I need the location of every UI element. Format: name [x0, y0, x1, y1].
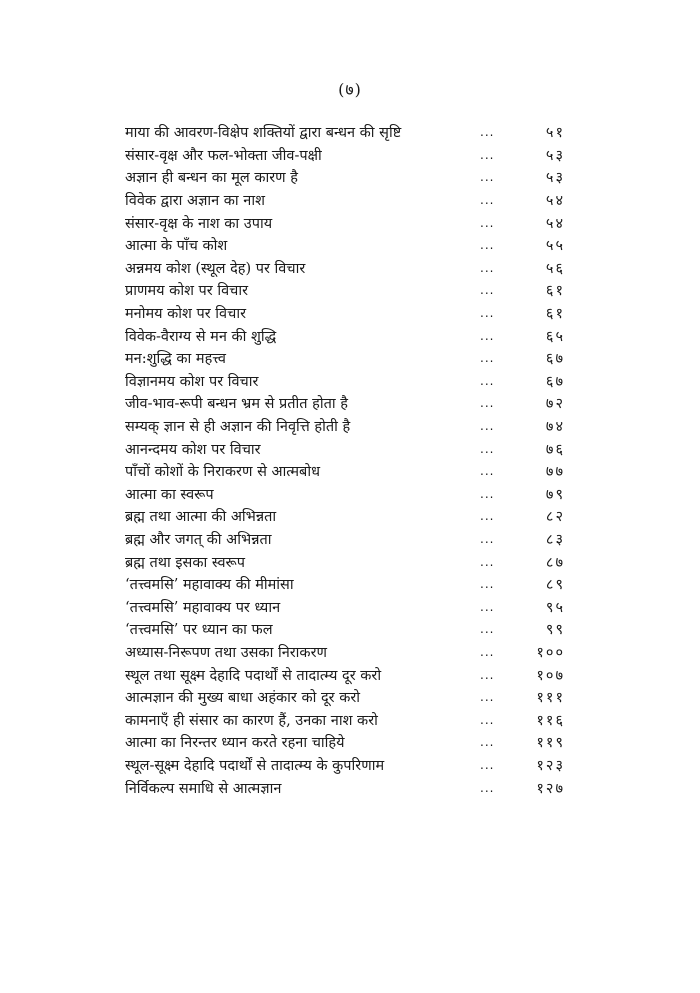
toc-entry-title: अन्नमय कोश (स्थूल देह) पर विचार — [125, 260, 306, 277]
toc-entry — [125, 302, 565, 325]
toc-entry-page: ७६ — [545, 441, 565, 458]
toc-entry-page: ५३ — [545, 170, 565, 187]
toc-entry-page: ७७ — [545, 464, 565, 481]
toc-entry-page: १२७ — [536, 780, 565, 797]
toc-entry-page: १११ — [536, 690, 565, 707]
toc-entry-leader: ... — [480, 170, 495, 185]
toc-entry-page: ७२ — [545, 396, 565, 413]
toc-entry-page: ५४ — [545, 215, 565, 232]
toc-entry — [125, 437, 565, 460]
toc-entry-title: स्थूल तथा सूक्ष्म देहादि पदार्थों से तादात्म्य दूर करो — [125, 667, 382, 684]
toc-entry — [125, 754, 565, 777]
toc-entry — [125, 144, 565, 167]
toc-entry-title: संसार-वृक्ष के नाश का उपाय — [125, 215, 273, 232]
toc-entry — [125, 641, 565, 664]
toc-entry-leader: ... — [480, 464, 495, 479]
toc-entry — [125, 234, 565, 257]
toc-entry-title: स्थूल-सूक्ष्म देहादि पदार्थों से तादात्म्य के कुपरिणाम — [125, 757, 385, 774]
toc-entry-title: आत्मा का स्वरूप — [125, 486, 214, 503]
toc-entry-title: ब्रह्म और जगत् की अभिन्नता — [125, 531, 272, 548]
page-number: (७) — [338, 80, 362, 99]
toc-entry — [125, 324, 565, 347]
toc-entry-leader: ... — [480, 238, 495, 253]
toc-entry-title: ‘तत्त्वमसि’ महावाक्य की मीमांसा — [125, 577, 294, 594]
toc-entry-leader: ... — [480, 125, 495, 140]
toc-entry-title: विवेक द्वारा अज्ञान का नाश — [125, 193, 265, 210]
toc-entry-title: मन:शुद्धि का महत्त्व — [125, 351, 226, 368]
toc-entry-page: १०० — [536, 644, 565, 661]
toc-entry-leader: ... — [480, 599, 495, 614]
toc-entry-leader: ... — [480, 554, 495, 569]
toc-entry-page: ११६ — [536, 712, 565, 729]
toc-entry-leader: ... — [480, 396, 495, 411]
toc-entry-leader: ... — [480, 193, 495, 208]
toc-entry-page: ५५ — [545, 238, 565, 255]
toc-entry-title: निर्विकल्प समाधि से आत्मज्ञान — [125, 780, 282, 797]
toc-entry-leader: ... — [480, 215, 495, 230]
toc-entry-page: ५३ — [545, 147, 565, 164]
toc-entry — [125, 505, 565, 528]
toc-entry-leader: ... — [480, 690, 495, 705]
toc-entry-title: विज्ञानमय कोश पर विचार — [125, 373, 259, 390]
toc-entry-page: ६५ — [545, 328, 565, 345]
toc-entry — [125, 776, 565, 799]
toc-entry-title: आत्मज्ञान की मुख्य बाधा अहंकार को दूर करो — [125, 690, 361, 707]
toc-entry — [125, 189, 565, 212]
toc-entry — [125, 460, 565, 483]
toc-entry-title: सम्यक् ज्ञान से ही अज्ञान की निवृत्ति होती है — [125, 419, 351, 436]
toc-entry-page: ८२ — [545, 509, 565, 526]
toc-entry — [125, 279, 565, 302]
table-of-contents — [125, 121, 565, 799]
toc-entry-title: मनोमय कोश पर विचार — [125, 306, 247, 323]
toc-entry-page: ७४ — [545, 419, 565, 436]
toc-entry-title: ब्रह्म तथा आत्मा की अभिन्नता — [125, 509, 277, 526]
toc-entry — [125, 257, 565, 280]
toc-entry — [125, 392, 565, 415]
toc-entry-title: अज्ञान ही बन्धन का मूल कारण है — [125, 170, 298, 187]
toc-entry — [125, 166, 565, 189]
toc-entry-leader: ... — [480, 306, 495, 321]
toc-entry-page: ६७ — [545, 373, 565, 390]
toc-entry-page: ९९ — [545, 622, 565, 639]
toc-entry — [125, 595, 565, 618]
toc-entry — [125, 663, 565, 686]
toc-entry-title: ‘तत्त्वमसि’ पर ध्यान का फल — [125, 622, 273, 639]
toc-entry-title: संसार-वृक्ष और फल-भोक्ता जीव-पक्षी — [125, 147, 322, 164]
toc-entry-title: कामनाएँ ही संसार का कारण हैं, उनका नाश करो — [125, 712, 378, 729]
toc-entry — [125, 211, 565, 234]
toc-entry-title: आनन्दमय कोश पर विचार — [125, 441, 261, 458]
toc-entry — [125, 528, 565, 551]
toc-entry-leader: ... — [480, 373, 495, 388]
toc-entry-leader: ... — [480, 712, 495, 727]
toc-entry-title: जीव-भाव-रूपी बन्धन भ्रम से प्रतीत होता है — [125, 396, 348, 413]
toc-entry — [125, 550, 565, 573]
toc-entry-leader: ... — [480, 486, 495, 501]
toc-entry-page: ८७ — [545, 554, 565, 571]
toc-entry-leader: ... — [480, 780, 495, 795]
toc-entry-title: विवेक-वैराग्य से मन की शुद्धि — [125, 328, 277, 345]
toc-entry-leader: ... — [480, 644, 495, 659]
toc-entry-leader: ... — [480, 419, 495, 434]
toc-entry-leader: ... — [480, 531, 495, 546]
toc-entry-page: ६१ — [545, 283, 565, 300]
toc-entry-page: ८९ — [545, 577, 565, 594]
toc-entry-leader: ... — [480, 328, 495, 343]
toc-entry-title: अध्यास-निरूपण तथा उसका निराकरण — [125, 644, 327, 661]
toc-entry-leader: ... — [480, 667, 495, 682]
toc-entry-title: प्राणमय कोश पर विचार — [125, 283, 249, 300]
toc-entry-title: ‘तत्त्वमसि’ महावाक्य पर ध्यान — [125, 599, 281, 616]
toc-entry — [125, 618, 565, 641]
toc-entry-page: ६१ — [545, 306, 565, 323]
toc-entry-page: ५१ — [545, 125, 565, 142]
toc-entry — [125, 121, 565, 144]
toc-entry — [125, 731, 565, 754]
toc-entry-title: आत्मा के पाँच कोश — [125, 238, 228, 255]
toc-entry-page: १०७ — [536, 667, 565, 684]
toc-entry-page: ५६ — [545, 260, 565, 277]
toc-entry — [125, 483, 565, 506]
toc-entry-page: ९५ — [545, 599, 565, 616]
toc-entry-leader: ... — [480, 147, 495, 162]
toc-entry-leader: ... — [480, 351, 495, 366]
toc-entry-leader: ... — [480, 283, 495, 298]
toc-entry — [125, 686, 565, 709]
toc-entry-page: ६७ — [545, 351, 565, 368]
toc-entry-title: आत्मा का निरन्तर ध्यान करते रहना चाहिये — [125, 735, 345, 752]
toc-entry-leader: ... — [480, 622, 495, 637]
toc-entry-title: ब्रह्म तथा इसका स्वरूप — [125, 554, 246, 571]
toc-entry-leader: ... — [480, 577, 495, 592]
toc-entry-leader: ... — [480, 735, 495, 750]
toc-entry-leader: ... — [480, 509, 495, 524]
toc-entry — [125, 370, 565, 393]
toc-entry-page: ५४ — [545, 193, 565, 210]
toc-entry-page: ७९ — [545, 486, 565, 503]
toc-entry-leader: ... — [480, 260, 495, 275]
toc-entry — [125, 347, 565, 370]
toc-entry-page: ८३ — [545, 531, 565, 548]
toc-entry-title: माया की आवरण-विक्षेप शक्तियों द्वारा बन्धन की सृष्टि — [125, 125, 402, 142]
toc-entry-page: ११९ — [536, 735, 565, 752]
toc-entry-leader: ... — [480, 441, 495, 456]
toc-entry-title: पाँचों कोशों के निराकरण से आत्मबोध — [125, 464, 321, 481]
toc-entry-page: १२३ — [536, 757, 565, 774]
toc-entry — [125, 708, 565, 731]
toc-entry-leader: ... — [480, 757, 495, 772]
toc-entry — [125, 415, 565, 438]
toc-entry — [125, 573, 565, 596]
